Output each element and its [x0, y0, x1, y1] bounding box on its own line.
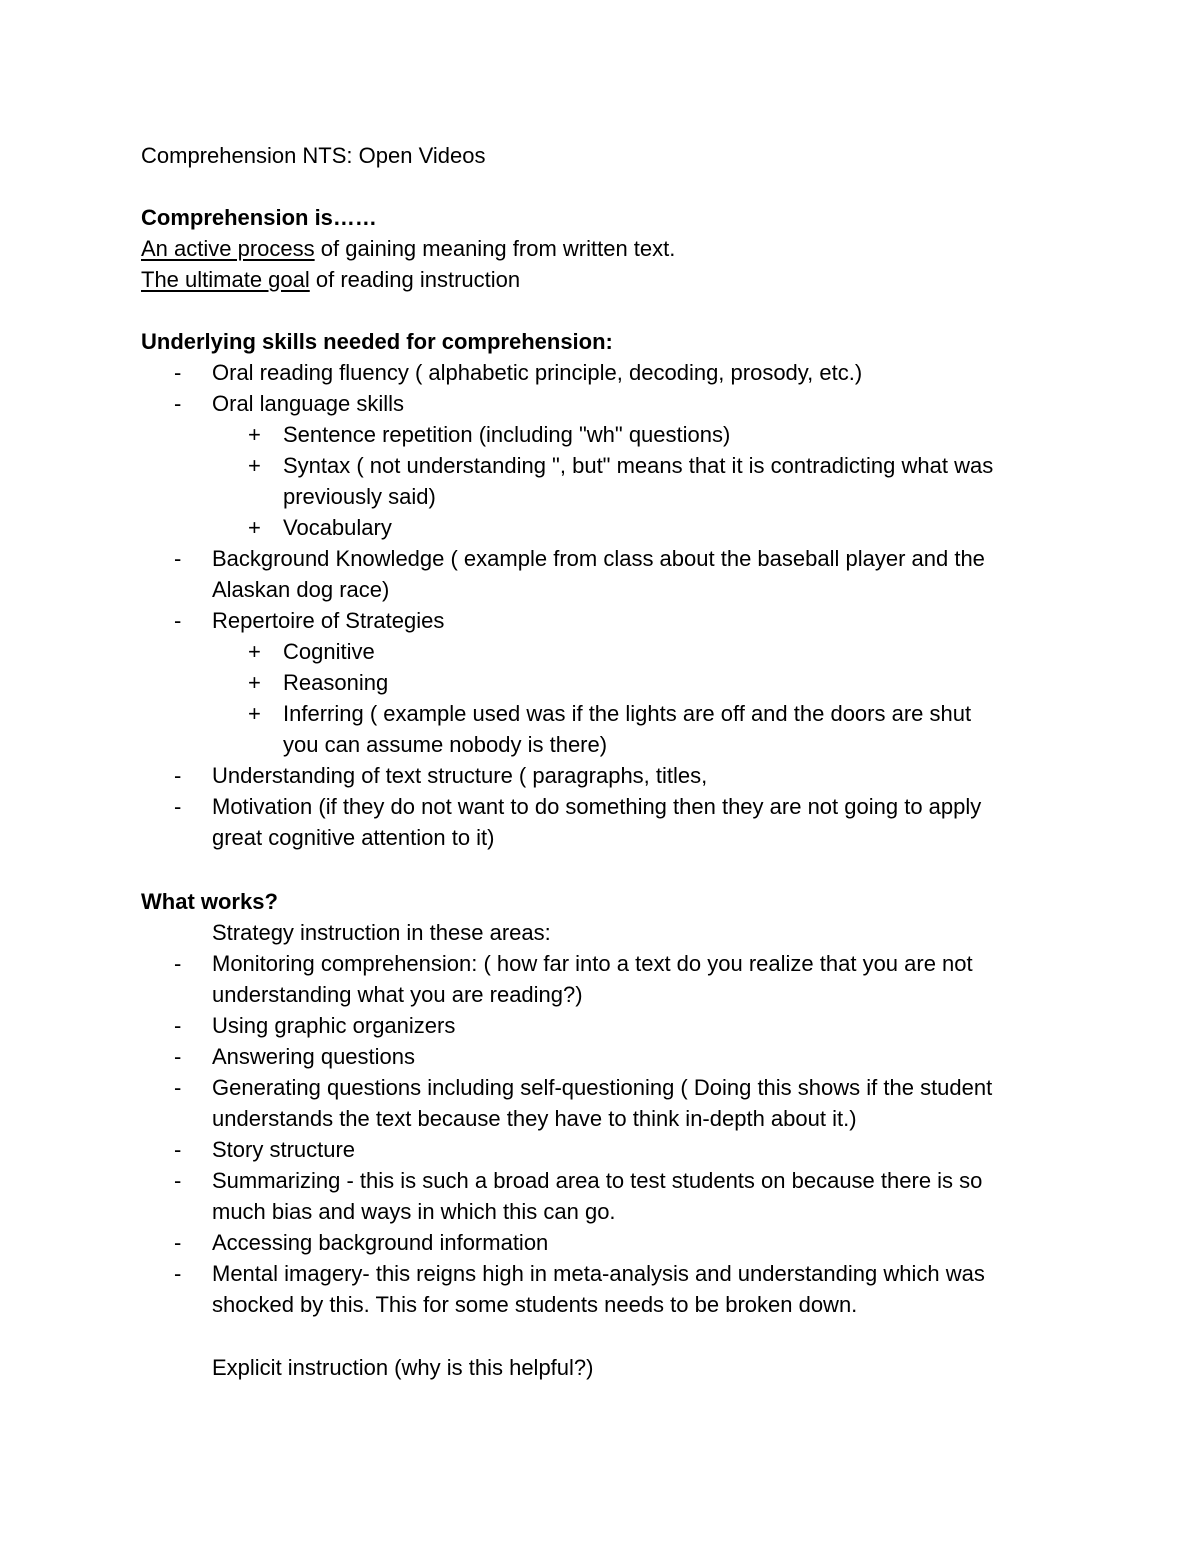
sub-bullet: +	[248, 670, 261, 695]
list-item-monitoring-cont: understanding what you are reading?)	[212, 982, 583, 1007]
list-item-repertoire: Repertoire of Strategies	[212, 608, 445, 633]
sub-item-reasoning: Reasoning	[283, 670, 389, 695]
list-bullet: -	[174, 1013, 182, 1038]
list-item-generating: Generating questions including self-questioning ( Doing this shows if the student	[212, 1075, 993, 1100]
list-item-background: Background Knowledge ( example from class about the baseball player and the	[212, 546, 985, 571]
list-item-oral-fluency: Oral reading fluency ( alphabetic principle, decoding, prosody, etc.)	[212, 360, 863, 385]
sub-item-sentence-repetition: Sentence repetition (including "wh" questions)	[283, 422, 731, 447]
list-bullet: -	[174, 546, 182, 571]
sub-bullet: +	[248, 422, 261, 447]
list-item-generating-cont: understands the text because they have to think in-depth about it.)	[212, 1106, 857, 1131]
list-item-answering: Answering questions	[212, 1044, 416, 1069]
list-bullet: -	[174, 391, 182, 416]
list-item-accessing: Accessing background information	[212, 1230, 549, 1255]
list-bullet: -	[174, 794, 182, 819]
definition-underlined-1: An active process	[141, 236, 315, 261]
sub-bullet: +	[248, 453, 261, 478]
list-item-mental-imagery: Mental imagery- this reigns high in meta-analysis and understanding which was	[212, 1261, 985, 1286]
list-bullet: -	[174, 951, 182, 976]
sub-item-syntax: Syntax ( not understanding ", but" means that it is contradicting what was	[283, 453, 994, 478]
list-item-motivation: Motivation (if they do not want to do something then they are not going to apply	[212, 794, 982, 819]
definition-underlined-2: The ultimate goal	[141, 267, 310, 292]
sub-bullet: +	[248, 639, 261, 664]
definition-rest-2: of reading instruction	[309, 267, 521, 292]
definition-heading: Comprehension is……	[141, 205, 377, 230]
list-bullet: -	[174, 1168, 182, 1193]
list-item-monitoring: Monitoring comprehension: ( how far into a text do you realize that you are not	[212, 951, 973, 976]
sub-item-cognitive: Cognitive	[283, 639, 375, 664]
sub-bullet: +	[248, 515, 261, 540]
explicit-instruction: Explicit instruction (why is this helpful?)	[212, 1355, 594, 1380]
sub-item-inferring: Inferring ( example used was if the lights are off and the doors are shut	[283, 701, 972, 726]
sub-item-vocabulary: Vocabulary	[283, 515, 392, 540]
list-item-text-structure: Understanding of text structure ( paragraphs, titles,	[212, 763, 708, 788]
list-item-mental-imagery-cont: shocked by this. This for some students needs to be broken down.	[212, 1292, 858, 1317]
list-item-summarizing: Summarizing - this is such a broad area to test students on because there is so	[212, 1168, 983, 1193]
list-bullet: -	[174, 1137, 182, 1162]
works-intro: Strategy instruction in these areas:	[212, 920, 551, 945]
list-bullet: -	[174, 360, 182, 385]
list-bullet: -	[174, 763, 182, 788]
list-item-summarizing-cont: much bias and ways in which this can go.	[212, 1199, 616, 1224]
document-title: Comprehension NTS: Open Videos	[141, 143, 486, 168]
definition-line-2	[141, 264, 520, 295]
list-bullet: -	[174, 1261, 182, 1286]
skills-heading: Underlying skills needed for comprehension:	[141, 329, 613, 354]
definition-line-1	[141, 233, 675, 264]
list-bullet: -	[174, 1075, 182, 1100]
sub-item-syntax-cont: previously said)	[283, 484, 436, 509]
list-bullet: -	[174, 1044, 182, 1069]
definition-rest-1: of gaining meaning from written text.	[314, 236, 676, 261]
list-bullet: -	[174, 608, 182, 633]
sub-item-inferring-cont: you can assume nobody is there)	[283, 732, 608, 757]
list-bullet: -	[174, 1230, 182, 1255]
works-heading: What works?	[141, 889, 278, 914]
list-item-oral-language: Oral language skills	[212, 391, 404, 416]
list-item-graphic-organizers: Using graphic organizers	[212, 1013, 456, 1038]
sub-bullet: +	[248, 701, 261, 726]
list-item-story-structure: Story structure	[212, 1137, 356, 1162]
list-item-background-cont: Alaskan dog race)	[212, 577, 390, 602]
list-item-motivation-cont: great cognitive attention to it)	[212, 825, 495, 850]
